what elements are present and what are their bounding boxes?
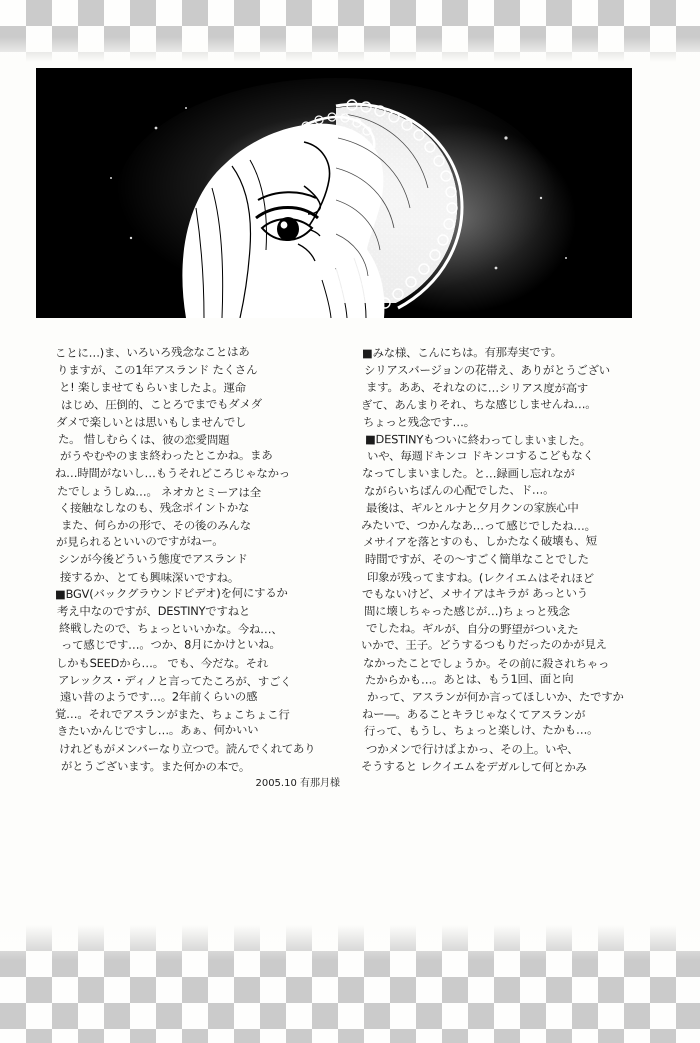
text-line: なってしまいました。と…録画し忘れなが bbox=[361, 466, 575, 482]
text-line: シリアスバージョンの花帯え、ありがとうござい bbox=[364, 363, 610, 378]
text-line: た。 惜しむらくは、彼の恋愛問題 bbox=[57, 432, 230, 448]
text-line: つかメンで行けばよかっ、その上。いや、 bbox=[366, 741, 579, 756]
text-line: ■BGV(バックグラウンドビデオ)を何にするか bbox=[54, 585, 288, 601]
text-line: 印象が残ってますね。(レクイエムはそれほど bbox=[366, 569, 594, 585]
text-line: ■DESTINYもついに終わってしまいました。 bbox=[364, 432, 591, 448]
text-line: ねー―。あることキラじゃなくてアスランが bbox=[361, 707, 586, 723]
text-line: りますが、この1年アスランド たくさん bbox=[56, 362, 258, 378]
text-line: アレックス・ディノと言ってたころが、すごく bbox=[57, 672, 292, 689]
text-line: ことに…)ま、いろいろ残念なことはあ bbox=[54, 344, 250, 360]
text-line: きたいかんじですし…。あぁ、何かいい bbox=[56, 722, 259, 739]
text-line: 終戦したので、ちょっといいかな。今ね…、 bbox=[58, 621, 283, 637]
afterword-left-column bbox=[54, 344, 340, 915]
text-line: いや、毎週ドキンコ ドキンコするこどもなく bbox=[366, 448, 594, 464]
text-line: なかったことでしょうか。その前に殺されちゃっ bbox=[362, 655, 610, 671]
text-line: ちょっと残念です…。 bbox=[362, 414, 475, 429]
text-line: って感じです…。つか、8月にかけといね。 bbox=[60, 637, 281, 653]
text-line: と! 楽しませてもらいましたよ。運命 bbox=[58, 380, 246, 396]
text-line: ね…時間がないし…もうそれどころじゃなかっ bbox=[54, 466, 291, 481]
afterword-text bbox=[54, 344, 646, 915]
text-line: 行って、もうし、ちょっと楽しけ、たかも…。 bbox=[363, 723, 599, 739]
text-line: シンが今後どういう態度でアスランド bbox=[57, 552, 248, 567]
text-line: が見られるといいのですがねー。 bbox=[55, 534, 224, 550]
text-line: たでしょうしぬ…。 ネオカとミーアは全 bbox=[56, 483, 262, 500]
afterword-right-column bbox=[360, 344, 646, 915]
text-line: また、何らかの形で、その後のみんな bbox=[60, 518, 252, 533]
text-line: しかもSEEDから…。 でも、今だな。それ bbox=[55, 655, 269, 670]
text-line: はじめ、圧倒的、ことろでまでもダメダ bbox=[60, 396, 262, 412]
text-line: でしたね。ギルが、自分の野望がついえた bbox=[365, 621, 579, 637]
text-line: く接触なしなのも、残念ポイントかな bbox=[58, 500, 250, 515]
text-line: ダメで楽しいとは思いもしませんでし bbox=[56, 414, 247, 429]
text-line: かって、アスランが何か言ってほしいか、たですか bbox=[366, 689, 624, 705]
text-line: みたいで、つかんなあ…って感じでしたね…。 bbox=[360, 518, 596, 534]
text-line: ■みな様、こんにちは。有那寿実です。 bbox=[361, 344, 562, 360]
text-line: 覚…。それでアスランがまた、ちょこちょこ行 bbox=[54, 707, 290, 722]
text-line: たからかも…。あとは、もう1回、面と向 bbox=[364, 671, 574, 687]
text-line: 考え中なのですが、DESTINYですねと bbox=[57, 604, 251, 619]
text-line: 時間ですが、その〜すごく簡単なことでした bbox=[365, 552, 589, 567]
text-line: そうすると レクイエムをデガルして何とかみ bbox=[360, 758, 587, 775]
author-signature: 2005.10 有那月様 bbox=[255, 778, 340, 790]
girl-in-veil-portrait bbox=[36, 68, 632, 318]
text-line: メサイアを落とすのも、しかたなく破壊も、短 bbox=[362, 533, 597, 550]
text-line: ます。ああ、それなのに…シリアス度が高す bbox=[365, 380, 589, 396]
text-line: ながらいちばんの心配でした、ド…。 bbox=[363, 482, 555, 498]
text-line: けれどもがメンバーなり立つで。読んでくれてあり bbox=[58, 741, 316, 756]
text-line: 接するか、とても興味深いですね。 bbox=[59, 569, 240, 585]
text-line: 最後は、ギルとルナと夕月クンの家族心中 bbox=[365, 500, 579, 515]
checkerboard-border-bottom bbox=[0, 925, 700, 1043]
text-line: 遠い昔のようです…。2年前くらいの感 bbox=[59, 689, 258, 705]
checkerboard-border-top bbox=[0, 0, 700, 62]
text-line: がとうございます。また何かの本で。 bbox=[60, 758, 251, 774]
text-line: ぎて、あんまりそれ、ちな感じしませんね…。 bbox=[360, 396, 597, 412]
text-line: でもないけど、メサイアはキラが あっという bbox=[361, 585, 589, 601]
text-line: がうやむやのまま終わったとこかね。まあ bbox=[59, 448, 273, 464]
text-line: いかで、王子。どうするつもりだったのかが見え bbox=[360, 637, 607, 653]
text-line: 間に壊しちゃった感じが…)ちょっと残念 bbox=[363, 604, 570, 619]
